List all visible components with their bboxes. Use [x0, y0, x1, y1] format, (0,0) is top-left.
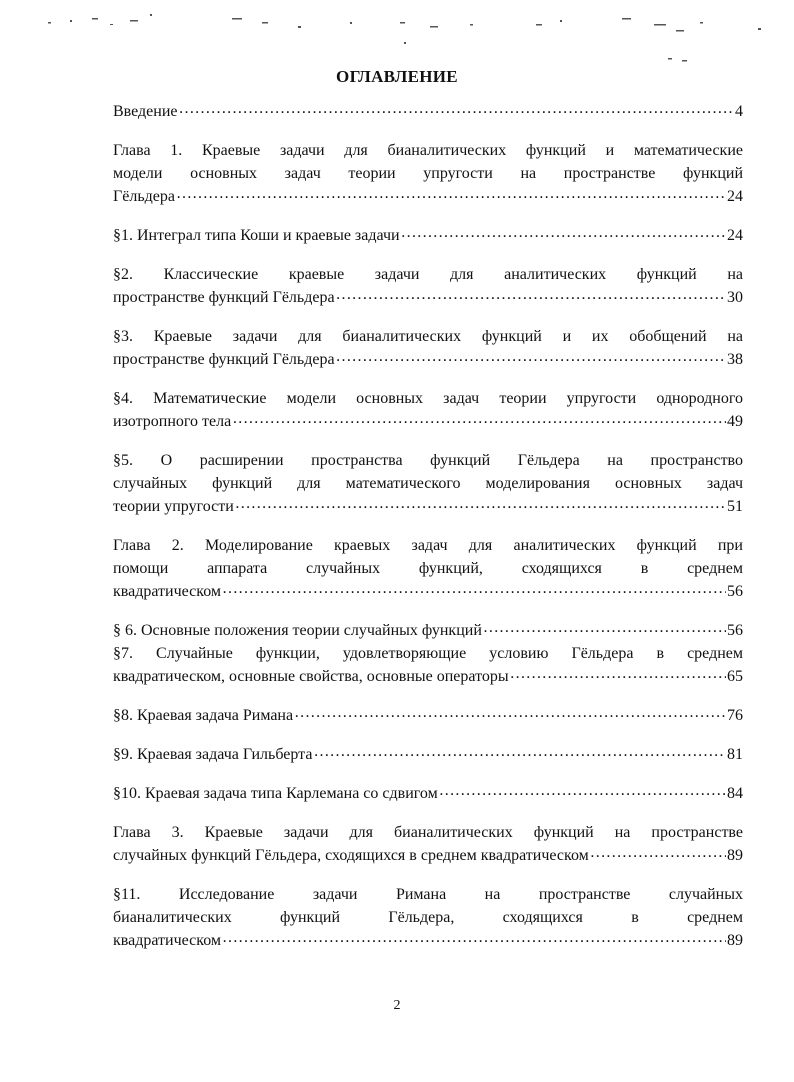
page-ref: 24 [727, 188, 743, 205]
toc-entry-section-10[interactable]: §10. Краевая задача типа Карлемана со сдвигом …………………………………………………………………………………………………………………………………………………… 84 [113, 782, 743, 805]
toc-entry-section-4[interactable]: §4. Математические модели основных задач теории упругости однородного изотропного тела …………………………………………………………………………………………………………………………………………………… 49 [113, 387, 743, 433]
page-number: 2 [393, 998, 401, 1013]
page-ref: 30 [727, 289, 743, 306]
page-ref: 24 [727, 227, 743, 244]
toc-entry-section-5[interactable]: §5. О расширении пространства функций Гёльдера на пространство случайных функций для математического моделирования основных задач теории упругости …………………………………………………………………………………………………………………………………………………… 51 [113, 449, 743, 518]
page-ref: 76 [727, 707, 743, 724]
toc-entry-chapter-1[interactable]: Глава 1. Краевые задачи для бианалитических функций и математические модели основных задач теории упругости на пространстве функций Гёльдера …………………………………………………………………………………………………………………………………………………… 24 [113, 139, 743, 208]
toc-entry-chapter-2[interactable]: Глава 2. Моделирование краевых задач для аналитических функций при помощи аппарата случайных функций, сходящихся в среднем квадратическом …………………………………………………………………………………………………………………………………………………… 56 [113, 534, 743, 603]
page-ref: 38 [727, 351, 743, 368]
toc-entry-section-9[interactable]: §9. Краевая задача Гильберта …………………………………………………………………………………………………………………………………………………… 81 [113, 743, 743, 766]
page-ref: 81 [727, 746, 743, 763]
page-ref: 51 [727, 498, 743, 515]
toc-entry-section-2[interactable]: §2. Классические краевые задачи для аналитических функций на пространстве функций Гёльдера …………………………………………………………………………………………………………………………………………………… 30 [113, 263, 743, 309]
table-of-contents [113, 100, 743, 968]
page-ref: 56 [727, 622, 743, 639]
page-title: ОГЛАВЛЕНИЕ [336, 67, 458, 86]
page-ref: 56 [727, 583, 743, 600]
page-ref: 89 [727, 932, 743, 949]
toc-entry-section-8[interactable]: §8. Краевая задача Римана …………………………………………………………………………………………………………………………………………………… 76 [113, 704, 743, 727]
page-ref: 49 [727, 413, 743, 430]
toc-entry-chapter-3[interactable]: Глава 3. Краевые задачи для бианалитических функций на пространстве случайных функций Гёльдера, сходящихся в среднем квадратическом …………………………………………………………………………………………………………………………………………………… 89 [113, 821, 743, 867]
toc-entry-section-11[interactable]: §11. Исследование задачи Римана на пространстве случайных бианалитических функций Гёльдера, сходящихся в среднем квадратическом …………………………………………………………………………………………………………………………………………………… 89 [113, 883, 743, 952]
toc-entry-section-1[interactable]: §1. Интеграл типа Коши и краевые задачи …………………………………………………………………………………………………………………………………………………… 24 [113, 224, 743, 247]
toc-entry-section-7[interactable]: §7. Случайные функции, удовлетворяющие условию Гёльдера в среднем квадратическом, основные свойства, основные операторы …………………………………………………………………………………………………………………………………………………… 65 [113, 642, 743, 688]
page-ref: 89 [727, 847, 743, 864]
toc-entry-section-3[interactable]: §3. Краевые задачи для бианалитических функций и их обобщений на пространстве функций Гёльдера …………………………………………………………………………………………………………………………………………………… 38 [113, 325, 743, 371]
page-ref: 65 [727, 668, 743, 685]
page-ref: 84 [727, 785, 743, 802]
page-ref: 4 [735, 103, 743, 120]
toc-entry-section-6[interactable]: § 6. Основные положения теории случайных функций …………………………………………………………………………………………………………………………………………………… 56 [113, 619, 743, 642]
toc-entry-intro[interactable]: Введение …………………………………………………………………………………………………………………………………………………… 4 [113, 100, 743, 123]
